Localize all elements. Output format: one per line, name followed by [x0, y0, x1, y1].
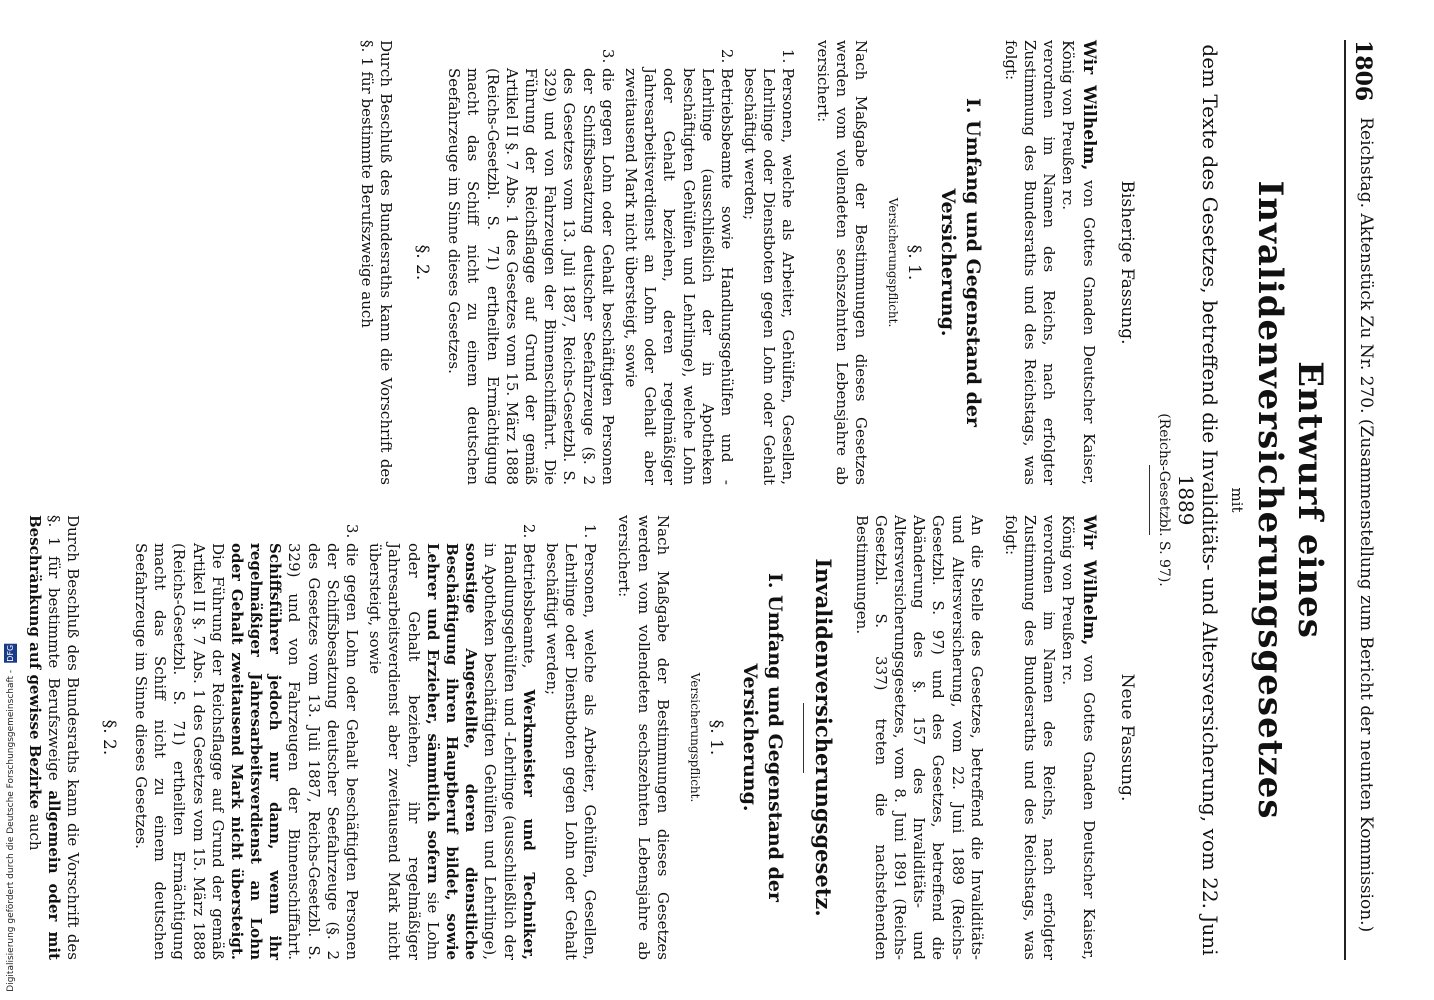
dfg-logo: DFG [6, 645, 15, 663]
list-item [131, 543, 361, 960]
preamble-name: Wir Wilhelm, [1079, 40, 1100, 171]
column-heading: Neue Fassung. [1117, 673, 1137, 802]
page-header [1344, 40, 1376, 960]
column-heading: Bisherige Fassung. [1117, 180, 1137, 345]
section-title: I. Umfang und Gegenstand der Versicherung. [937, 98, 984, 427]
section-title: I. Umfang und Gegenstand der Versicherung. [739, 573, 786, 902]
paragraph-text: Durch Beschluß des Bundesraths kann die Vorschrift des §. 1 für bestimmte Berufszweige auch [358, 40, 396, 485]
item-text: sie Lohn oder Gehalt beziehen, ihr regelmäßiger Jahresarbeitsverdienst aber zweitausend Mark nicht übersteigt, sowie [366, 543, 442, 961]
preamble [1001, 40, 1100, 485]
list-item: 1. Personen, welche als Arbeiter, Gehülfen, Gesellen, Lehrlinge oder Dienstboten gegen Lohn oder Gehalt beschäftigt werden; [740, 68, 798, 485]
paragraph-number: §. 1. [904, 244, 925, 281]
item-list [444, 40, 797, 485]
comparison-columns [9, 40, 1143, 960]
document-title: Entwurf eines Invalidenversicherungsgesetzes [1250, 180, 1330, 820]
column-new-version [9, 515, 1143, 960]
divider [1149, 465, 1150, 535]
item-text: Die Führung der Reichsflagge auf Grund der gemäß Artikel II §. 7 Abs. 1 des Gesetzes vom 15. März 1888 (Reichs-Gesetzbl. S. 71) ertheilten Ermächtigung macht das Schiff nicht zu einem deutschen Seefahrzeuge im Sinne dieses Gesetzes. [131, 543, 227, 960]
preamble-replacement: An die Stelle des Gesetzes, betreffend die Invaliditäts- und Altersversicherung, vom 22. Juni 1889 (Reichs-Gesetzbl. S. 97) und des Gesetzes, betreffend die Abänderung des §. 157 des Invaliditäts- und Altersversicherungsgesetzes, vom 8. Juni 1891 (Reichs-Gesetzbl. S. 337) treten die nachstehenden Bestimmungen. [852, 515, 986, 960]
item-list [131, 515, 600, 960]
header-text: Reichstag. Aktenstück Zu Nr. 270. (Zusammenstellung zum Bericht der neunten Kommission.) [1356, 117, 1376, 933]
list-item: 2. Betriebsbeamte sowie Handlungsgehülfen und -Lehrlinge (ausschließlich der in Apotheken beschäftigten Gehülfen und Lehrlinge), welche Lohn oder Gehalt beziehen, deren regelmäßiger Jahresarbeitsverdienst an Lohn oder Gehalt aber zweitausend Mark nicht übersteigt, sowie [621, 68, 736, 485]
subtitle-reference: (Reichs-Gesetzbl. S. 97). [1156, 413, 1172, 587]
column-old-version [9, 40, 1143, 485]
preamble-title: von Gottes Gnaden Deutscher Kaiser, König von Preußen rc. [1059, 515, 1099, 960]
list-item: 1. Personen, welche als Arbeiter, Gehülfen, Gesellen, Lehrlinge oder Dienstboten gegen Lohn oder Gehalt beschäftigt werden; [542, 543, 600, 960]
list-item [365, 543, 538, 960]
item-text: Betriebsbeamte, [519, 543, 538, 669]
preamble-text: verordnen im Namen des Reichs, nach erfolgter Zustimmung des Bundesraths und des Reichstags, was folgt: [1001, 40, 1059, 485]
preamble-text: verordnen im Namen des Reichs, nach erfolgter Zustimmung des Bundesraths und des Reichstags, was folgt: [1001, 515, 1059, 960]
paragraph-text: Nach Maßgabe der Bestimmungen dieses Gesetzes werden vom vollendeten sechszehnten Lebensjahre ab versichert: [813, 40, 871, 485]
paragraph-number: §. 1. [705, 719, 726, 756]
item-text: Handlungsgehülfen und -Lehrlinge (ausschließlich der in Apotheken beschäftigten Gehülfen und Lehrlinge), [481, 543, 519, 960]
preamble-name: Wir Wilhelm, [1079, 515, 1100, 646]
preamble-title: von Gottes Gnaden Deutscher Kaiser, König von Preußen rc. [1059, 40, 1099, 485]
document-page [20, 0, 1400, 1000]
para-text: Durch Beschluß des Bundesraths kann die Vorschrift des §. 1 für bestimmte Berufszweige [44, 515, 83, 960]
title-connector: mit [1228, 487, 1246, 513]
para-text: auch [25, 813, 44, 851]
digitization-credit [4, 644, 17, 992]
item-added-text: sonstige Angestellte, deren dienstliche Beschäftigung ihren Hauptberuf bildet, sowie Lehrer und Erzieher, sämmtlich sofern [423, 543, 481, 960]
paragraph-number: §. 2. [98, 719, 119, 756]
paragraph-subtitle: Versicherungspflicht. [886, 197, 901, 328]
page-number: 1806 [1350, 40, 1376, 102]
item-text: die gegen Lohn oder Gehalt beschäftigten Personen der Schiffsbesatzung deutscher Seefahrzeuge (§. 2 des Gesetzes vom 13. Juli 1887, Reichs-Gesetzbl. S. 329) und von Fahrzeugen der Binnenschiffahrt. [285, 543, 362, 960]
para-added-text: allgemein oder mit Beschränkung auf gewisse Bezirke [25, 515, 63, 960]
document-subtitle: dem Texte des Gesetzes, betreffend die Invaliditäts- und Altersversicherung, vom 22. Juni 1889 [1174, 44, 1222, 956]
paragraph-subtitle: Versicherungspflicht. [688, 672, 703, 803]
paragraph-text: Nach Maßgabe der Bestimmungen dieses Gesetzes werden vom vollendeten sechszehnten Lebensjahre ab versichert: [615, 515, 672, 960]
law-title: Invalidenversicherungsgesetz. [811, 558, 837, 917]
preamble [1001, 515, 1100, 960]
paragraph-number: §. 2. [412, 244, 433, 281]
paragraph-text [24, 515, 82, 960]
credit-text: Digitalisierung gefördert durch die Deutsche Forschungsgemeinschaft - [6, 670, 16, 992]
item-added-text: Werkmeister und Techniker, [519, 689, 538, 960]
list-item: 3. die gegen Lohn oder Gehalt beschäftigten Personen der Schiffsbesatzung deutscher Seefahrzeuge (§. 2 des Gesetzes vom 13. Juli 1887, Reichs-Gesetzbl. S. 329) und von Fahrzeugen der Binnenschiffahrt. Die Führung der Reichsflagge auf Grund der gemäß Artikel II §. 7 Abs. 1 des Gesetzes vom 15. März 1888 (Reichs-Gesetzbl. S. 71) ertheilten Ermächtigung macht das Schiff nicht zu einem deutschen Seefahrzeuge im Sinne dieses Gesetzes. [444, 68, 617, 485]
item-added-text: Schiffsführer jedoch nur dann, wenn ihr regelmäßiger Jahresarbeitsverdienst an Lohn oder Gehalt zweitausend Mark nicht übersteigt. [227, 543, 285, 960]
divider [803, 703, 804, 773]
